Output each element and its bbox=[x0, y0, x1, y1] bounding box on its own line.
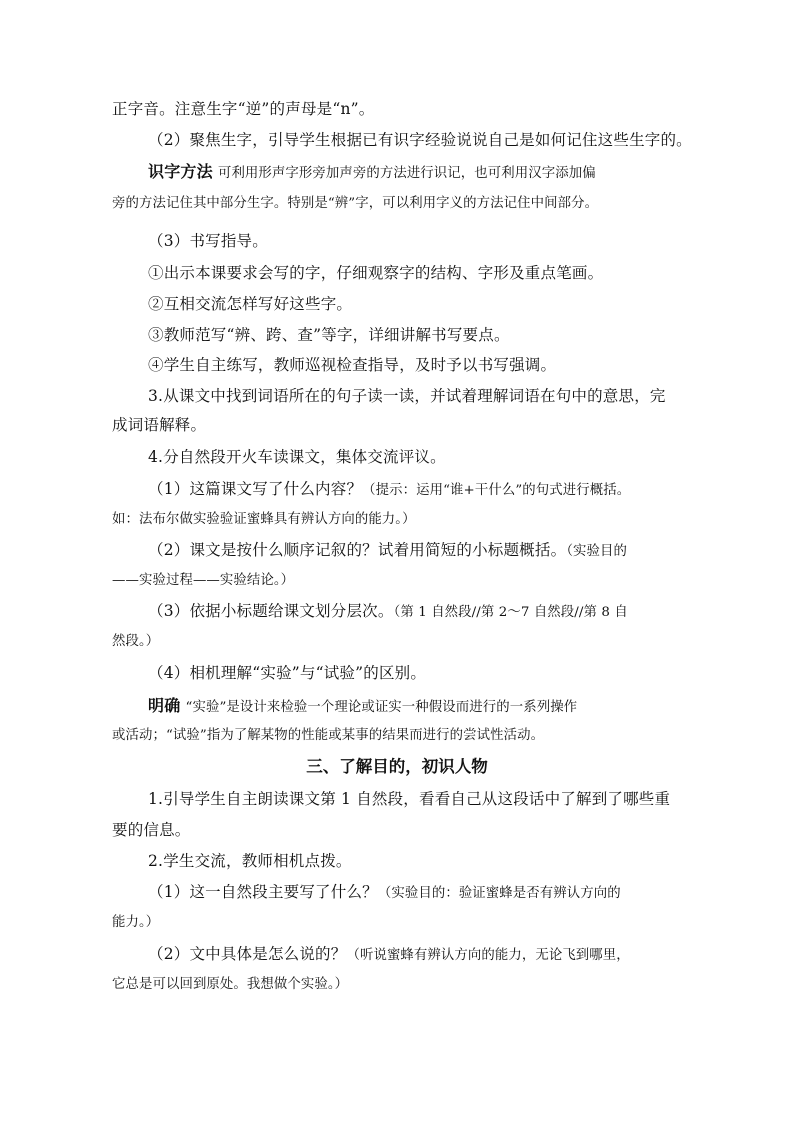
text-line: 2.学生交流，教师相机点拨。 bbox=[148, 852, 352, 870]
question-note: （实验目的：验证蜜蜂是否有辨认方向的 bbox=[377, 886, 621, 901]
text-line: 要的信息。 bbox=[112, 821, 191, 839]
text-line: 或活动；“试验”指为了解某物的性能或某事的结果而进行的尝试性活动。 bbox=[112, 728, 545, 743]
text-line: 然段。） bbox=[112, 634, 160, 649]
question-main: （2）课文是按什么顺序记叙的？试着用简短的小标题概括。 bbox=[148, 541, 567, 559]
text-line: 成词语解释。 bbox=[112, 416, 207, 434]
question-main: （3）依据小标题给课文划分层次。 bbox=[148, 602, 394, 620]
literacy-method-label: 识字方法 bbox=[148, 162, 213, 181]
definition-text: “实验”是设计来检验一个理论或证实一种假设而进行的一系列操作 bbox=[185, 700, 578, 715]
text-line: ——实验过程——实验结论。） bbox=[112, 573, 295, 588]
text-line: 4.分自然段开火车读课文，集体交流评议。 bbox=[148, 448, 446, 466]
list-item: ①出示本课要求会写的字，仔细观察字的结构、字形及重点笔画。 bbox=[148, 264, 604, 282]
text-line: （3）书写指导。 bbox=[148, 232, 268, 250]
question-main: （1）这一自然段主要写了什么？ bbox=[148, 883, 378, 901]
text-line: 旁的方法记住其中部分生字。特别是“辨”字，可以利用字义的方法记住中间部分。 bbox=[112, 196, 599, 211]
text-line: （4）相机理解“实验”与“试验”的区别。 bbox=[148, 664, 427, 682]
text-line: 它总是可以回到原处。我想做个实验。） bbox=[112, 977, 349, 992]
list-item: ④学生自主练写，教师巡视检查指导，及时予以书写强调。 bbox=[148, 356, 557, 374]
text-line: 如：法布尔做实验验证蜜蜂具有辨认方向的能力。） bbox=[112, 512, 416, 527]
method-paragraph bbox=[148, 161, 596, 185]
question-note: （实验目的 bbox=[566, 544, 628, 559]
question-note: （提示：运用“谁+干什么”的句式进行概括。 bbox=[362, 483, 631, 498]
list-item: ③教师范写“辨、跨、查”等字，详细讲解书写要点。 bbox=[148, 326, 510, 344]
text-line: 能力。） bbox=[112, 915, 160, 930]
question-line bbox=[148, 943, 630, 967]
definition-paragraph bbox=[148, 695, 577, 719]
question-line bbox=[148, 600, 628, 624]
question-line bbox=[148, 881, 621, 905]
text-line: 3.从课文中找到词语所在的句子读一读，并试着理解词语在句中的意思，完 bbox=[148, 387, 666, 405]
question-line bbox=[148, 478, 630, 502]
question-note: （第 1 自然段//第 2～7 自然段//第 8 自 bbox=[393, 605, 628, 620]
question-main: （2）文中具体是怎么说的？ bbox=[148, 945, 347, 963]
definition-label: 明确 bbox=[148, 696, 181, 715]
literacy-method-text: 可利用形声字形旁加声旁的方法进行识记，也可利用汉字添加偏 bbox=[217, 166, 596, 181]
question-note: （听说蜜蜂有辨认方向的能力，无论飞到哪里， bbox=[346, 948, 630, 963]
list-item: ②互相交流怎样写好这些字。 bbox=[148, 295, 353, 313]
section-heading: 三、了解目的，初识人物 bbox=[306, 757, 488, 776]
text-line: （2）聚焦生字，引导学生根据已有识字经验说说自己是如何记住这些生字的。 bbox=[148, 131, 692, 149]
text-line: 正字音。注意生字“逆”的声母是“n”。 bbox=[112, 100, 375, 118]
text-line: 1.引导学生自主朗读课文第 1 自然段，看看自己从这段话中了解到了哪些重 bbox=[148, 790, 671, 808]
question-main: （1）这篇课文写了什么内容？ bbox=[148, 480, 363, 498]
question-line bbox=[148, 539, 627, 563]
